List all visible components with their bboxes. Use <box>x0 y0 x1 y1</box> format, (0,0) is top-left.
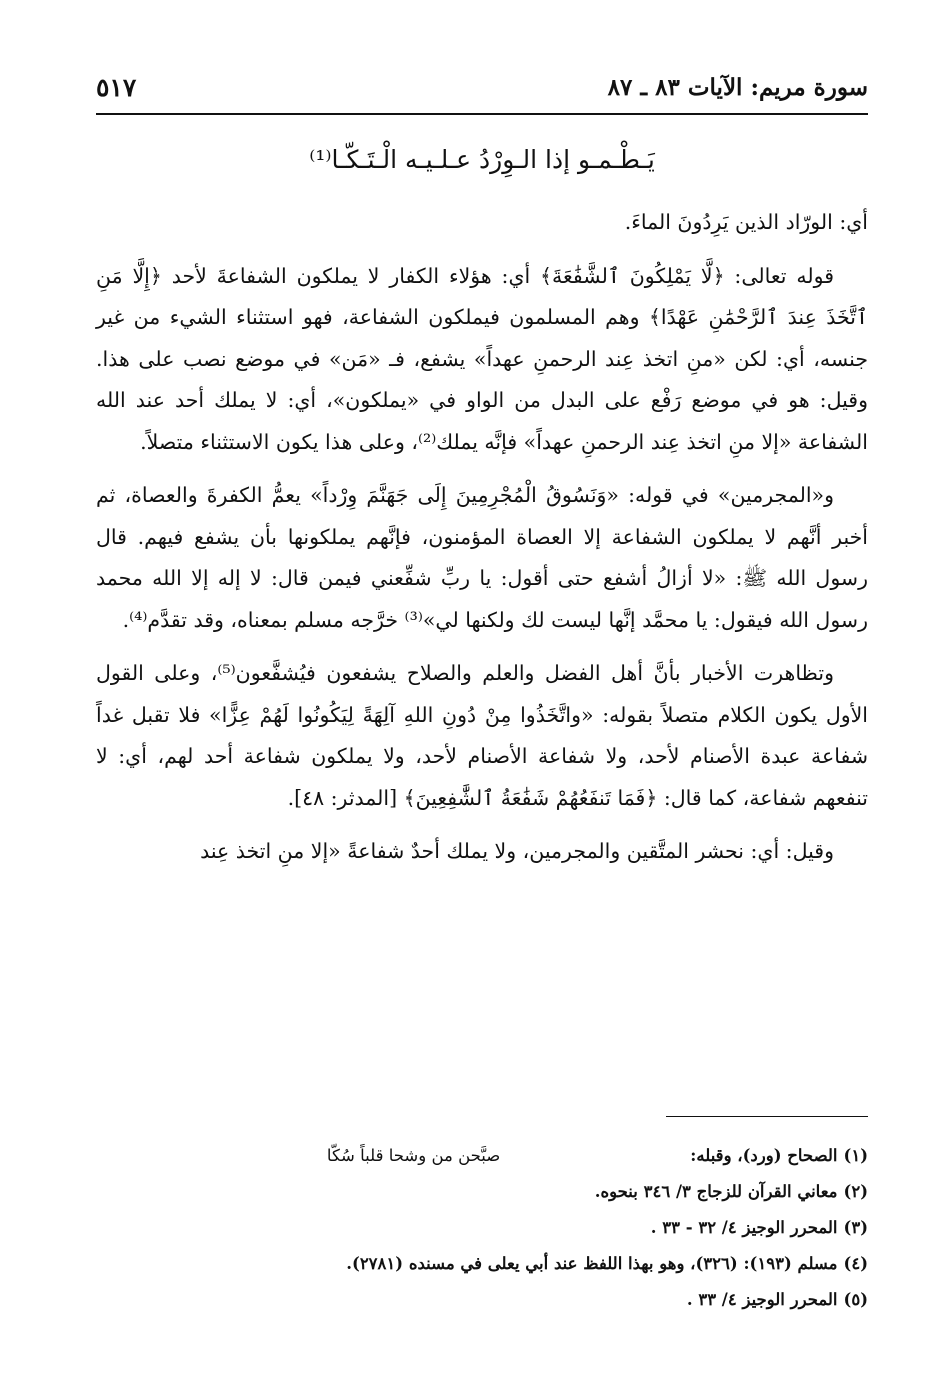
footnote-text: الصحاح (ورد)، وقبله: <box>690 1146 838 1165</box>
footnote-text: مسلم (١٩٣): (٣٢٦)، وهو بهذا اللفظ عند أبي يعلى في مسنده (٢٧٨١). <box>346 1254 838 1273</box>
footnote-4 <box>96 1246 868 1282</box>
paragraph-reports: وتظاهرت الأخبار بأنَّ أهل الفضل والعلم والصلاح يشفعون فيُشفَّعون⁽⁵⁾، وعلى القول الأول يكون الكلام متصلاً بقوله: «واتَّخَذُوا مِنْ دُونِ اللهِ آلِهَةً لِيَكُونُوا لَهُمْ عِزًّا» فلا تقبل غداً شفاعة عبدة الأصنام لأحد، ولا شفاعة الأصنام لأحد، ولا يملكون شفاعة أحد لهم، أي: لا تنفعهم شفاعة، كما قال: ﴿فَمَا تَنفَعُهُمْ شَفَٰعَةُ ٱلشَّٰفِعِينَ﴾ [المدثر: ٤٨]. <box>96 661 868 810</box>
footnote-5 <box>96 1282 868 1318</box>
footnote-divider <box>666 1116 868 1117</box>
page-header <box>96 70 868 110</box>
footnote-number: (٣) <box>843 1218 868 1237</box>
header-divider <box>96 113 868 115</box>
paragraph-gloss: أي: الورّاد الذين يَرِدُونَ الماءَ. <box>624 210 868 234</box>
running-title: سورة مريم: الآيات ٨٣ ـ ٨٧ <box>607 74 868 101</box>
paragraph-intercession: قوله تعالى: ﴿لَّا يَمْلِكُونَ ٱلشَّفَٰعَةَ﴾ أي: هؤلاء الكفار لا يملكون الشفاعةَ لأحد ﴿إِلَّا مَنِ ٱتَّخَذَ عِندَ ٱلرَّحْمَٰنِ عَهْدًا﴾ وهم المسلمون فيملكون الشفاعة، فهو استثناء الشيء من غير جنسه، أي: لكن «منِ اتخذ عِند الرحمنِ عهداً» يشفع، فـ «مَن» في موضع نصب على هذا. وقيل: هو في موضع رَفْع على البدل من الواو في «يملكون»، أي: لا يملك أحد عند الله الشفاعة «إلا منِ اتخذ عِند الرحمنِ عهداً» فإنَّه يملك⁽²⁾، وعلى هذا يكون الاستثناء متصلاً. <box>96 263 868 454</box>
footnote-text: المحرر الوجيز ٤/ ٣٢ - ٣٣ . <box>650 1218 838 1237</box>
page-number: ٥١٧ <box>96 73 137 102</box>
footnote-text: معاني القرآن للزجاج ٣/ ٣٤٦ بنحوه. <box>594 1182 838 1201</box>
footnote-spacer <box>500 1138 690 1174</box>
footnote-text: المحرر الوجيز ٤/ ٣٣ . <box>686 1290 838 1309</box>
footnote-number: (٤) <box>843 1254 868 1273</box>
footnote-number: (٢) <box>843 1182 868 1201</box>
footnote-2 <box>96 1174 868 1210</box>
paragraph-criminals: و«المجرمين» في قوله: «وَنَسُوقُ الْمُجْرِمِينَ إِلَى جَهَنَّمَ وِرْداً» يعمُّ الكفرةَ والعصاة، ثم أخبر أنَّهم لا يملكون الشفاعة إلا العصاة المؤمنون، فإنَّهم يملكونها بأن يشفع فيهم. قال رسول الله ﷺ: «لا أزالُ أشفع حتى أقول: يا ربِّ شفِّعني فيمن قال: لا إله إلا الله محمد رسول الله فيقول: يا محمَّد إنَّها ليست لك ولكنها لي»⁽³⁾ خرَّجه مسلم بمعناه، وقد تقدَّم⁽⁴⁾. <box>96 483 868 632</box>
main-text <box>96 202 868 885</box>
poetry-verse: يَـطْـمـو إذا الـوِرْدُ عـلـيـه الْـتَـكّـا⁽¹⁾ <box>309 145 655 174</box>
footnote-poem: صبَّحن من وشحا قلباً سُكّا <box>326 1146 501 1165</box>
footnote-number: (١) <box>843 1146 868 1165</box>
footnotes <box>96 1138 868 1318</box>
footnote-number: (٥) <box>843 1290 868 1309</box>
paragraph-last: وقيل: أي: نحشر المتَّقين والمجرمين، ولا يملك أحدٌ شفاعةً «إلا منِ اتخذ عِند <box>200 839 834 863</box>
footnote-1 <box>96 1138 868 1174</box>
footnote-3 <box>96 1210 868 1246</box>
